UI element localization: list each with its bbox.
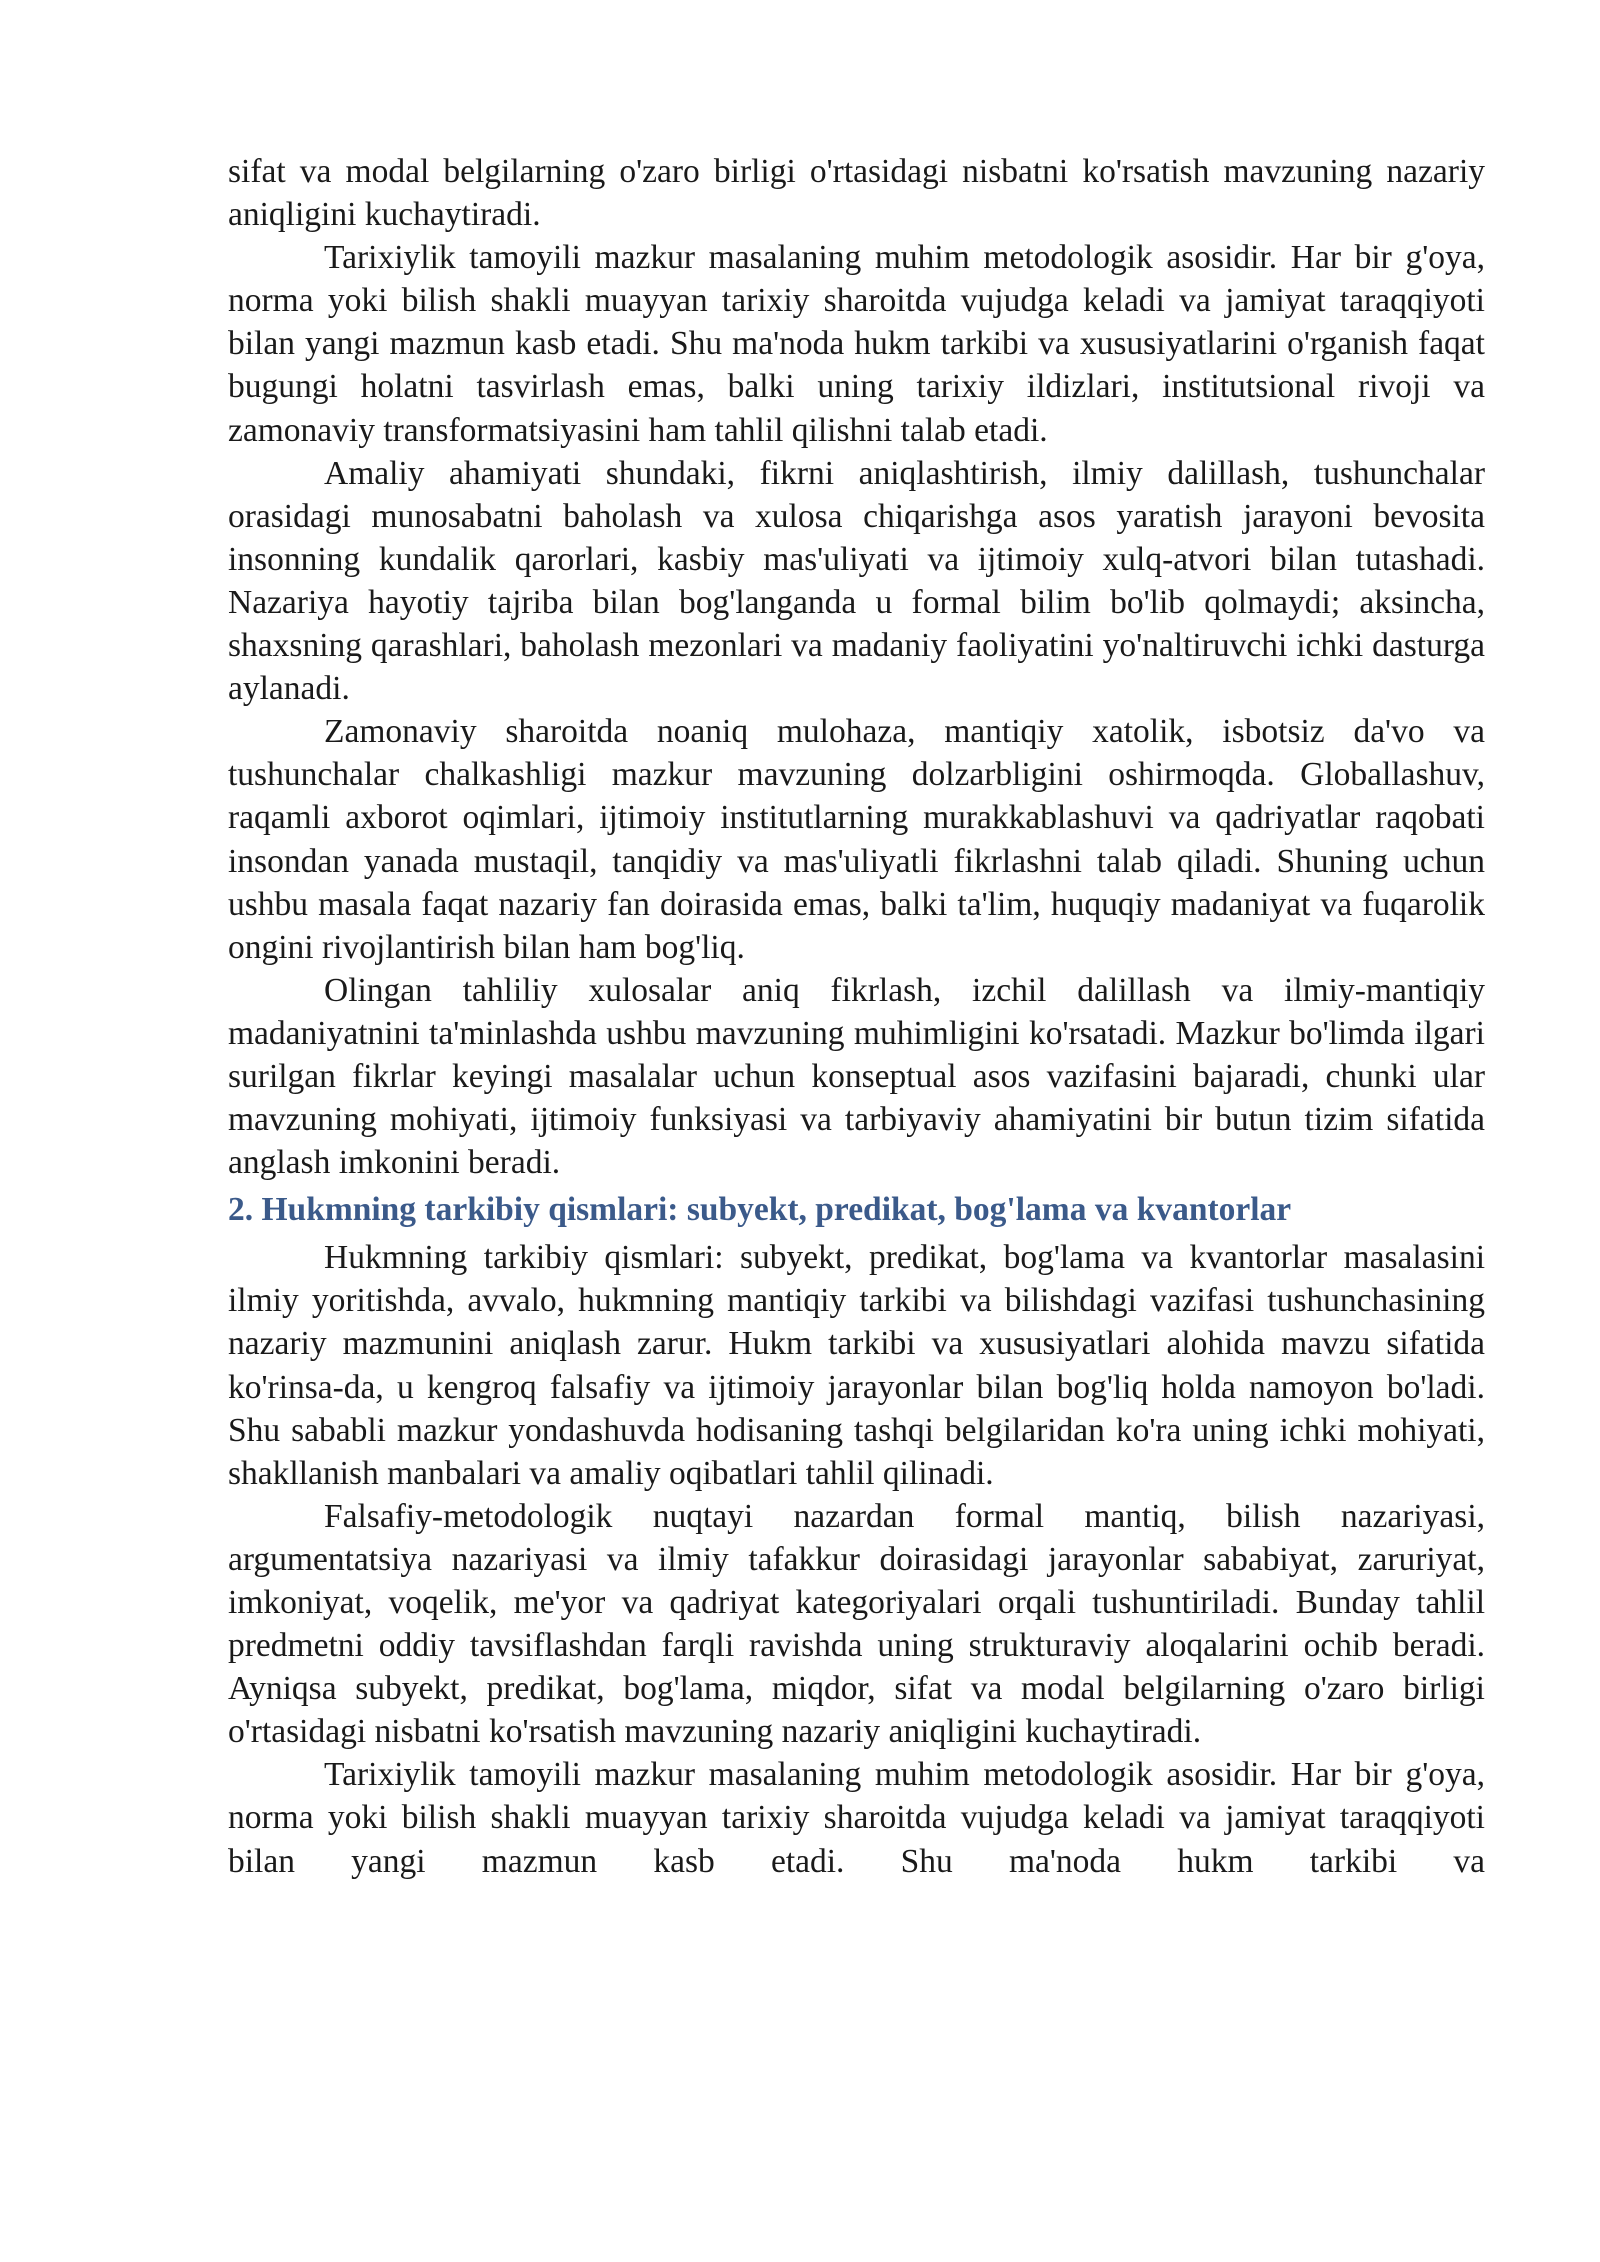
paragraph: Amaliy ahamiyati shundaki, fikrni aniqlashtirish, ilmiy dalillash, tushunchalar orasidagi munosabatni baholash va xulosa chiqarishga asos yaratish jarayoni bevosita insonning kundalik qarorlari, kasbiy mas'uliyati va ijtimoiy xulq-atvori bilan tutashadi. Nazariya hayotiy tajriba bilan bog'langanda u formal bilim bo'lib qolmaydi; aksincha, shaxsning qarashlari, baholash mezonlari va madaniy faoliyatini yo'naltiruvchi ichki dasturga aylanadi.: [228, 454, 1485, 708]
paragraph: Tarixiylik tamoyili mazkur masalaning muhim metodologik asosidir. Har bir g'oya, norma yoki bilish shakli muayyan tarixiy sharoitda vujudga keladi va jamiyat taraqqiyoti bilan yangi mazmun kasb etadi. Shu ma'noda hukm tarkibi va: [228, 1756, 1485, 1880]
paragraph: sifat va modal belgilarning o'zaro birligi o'rtasidagi nisbatni ko'rsatish mavzuning nazariy aniqligini kuchaytiradi.: [228, 153, 1485, 234]
paragraph: Falsafiy-metodologik nuqtayi nazardan formal mantiq, bilish nazariyasi, argumentatsiya nazariyasi va ilmiy tafakkur doirasidagi jarayonlar sababiyat, zaruriyat, imkoniyat, voqelik, me'yor va qadriyat kategoriyalari orqali tushuntiriladi. Bunday tahlil predmetni oddiy tavsiflashdan farqli ravishda uning strukturaviy aloqalarini ochib beradi. Ayniqsa subyekt, predikat, bog'lama, miqdor, sifat va modal belgilarning o'zaro birligi o'rtasidagi nisbatni ko'rsatish mavzuning nazariy aniqligini kuchaytiradi.: [228, 1497, 1485, 1751]
paragraph: Zamonaviy sharoitda noaniq mulohaza, mantiqiy xatolik, isbotsiz da'vo va tushunchalar chalkashligi mazkur mavzuning dolzarbligini oshirmoqda. Globallashuv, raqamli axborot oqimlari, ijtimoiy institutlarning murakkablashuvi va qadriyatlar raqobati insondan yanada mustaqil, tanqidiy va mas'uliyatli fikrlashni talab qiladi. Shuning uchun ushbu masala faqat nazariy fan doirasida emas, balki ta'lim, huquqiy madaniyat va fuqarolik ongini rivojlantirish bilan ham bog'liq.: [228, 713, 1485, 966]
paragraph: Olingan tahliliy xulosalar aniq fikrlash, izchil dalillash va ilmiy-mantiqiy madaniyatnini ta'minlashda ushbu mavzuning muhimligini ko'rsatadi. Mazkur bo'limda ilgari surilgan fikrlar keyingi masalalar uchun konseptual asos vazifasini bajaradi, chunki ular mavzuning mohiyati, ijtimoiy funksiyasi va tarbiyaviy ahamiyatini bir butun tizim sifatida anglash imkonini beradi.: [228, 971, 1485, 1182]
document-page: [228, 150, 1485, 1883]
section-heading: 2. Hukmning tarkibiy qismlari: subyekt, predikat, bog'lama va kvantorlar: [228, 1191, 1292, 1229]
paragraph: Tarixiylik tamoyili mazkur masalaning muhim metodologik asosidir. Har bir g'oya, norma yoki bilish shakli muayyan tarixiy sharoitda vujudga keladi va jamiyat taraqqiyoti bilan yangi mazmun kasb etadi. Shu ma'noda hukm tarkibi va xususiyatlarini o'rganish faqat bugungi holatni tasvirlash emas, balki uning tarixiy ildizlari, institutsional rivoji va zamonaviy transformatsiyasini ham tahlil qilishni talab etadi.: [228, 239, 1485, 449]
paragraph: Hukmning tarkibiy qismlari: subyekt, predikat, bog'lama va kvantorlar masalasini ilmiy yoritishda, avvalo, hukmning mantiqiy tarkibi va bilishdagi vazifasi tushunchasining nazariy mazmunini aniqlash zarur. Hukm tarkibi va xususiyatlari alohida mavzu sifatida ko'rinsa-da, u kengroq falsafiy va ijtimoiy jarayonlar bilan bog'liq holda namoyon bo'ladi. Shu sababli mazkur yondashuvda hodisaning tashqi belgilaridan ko'ra uning ichki mohiyati, shakllanish manbalari va amaliy oqibatlari tahlil qilinadi.: [228, 1239, 1485, 1492]
